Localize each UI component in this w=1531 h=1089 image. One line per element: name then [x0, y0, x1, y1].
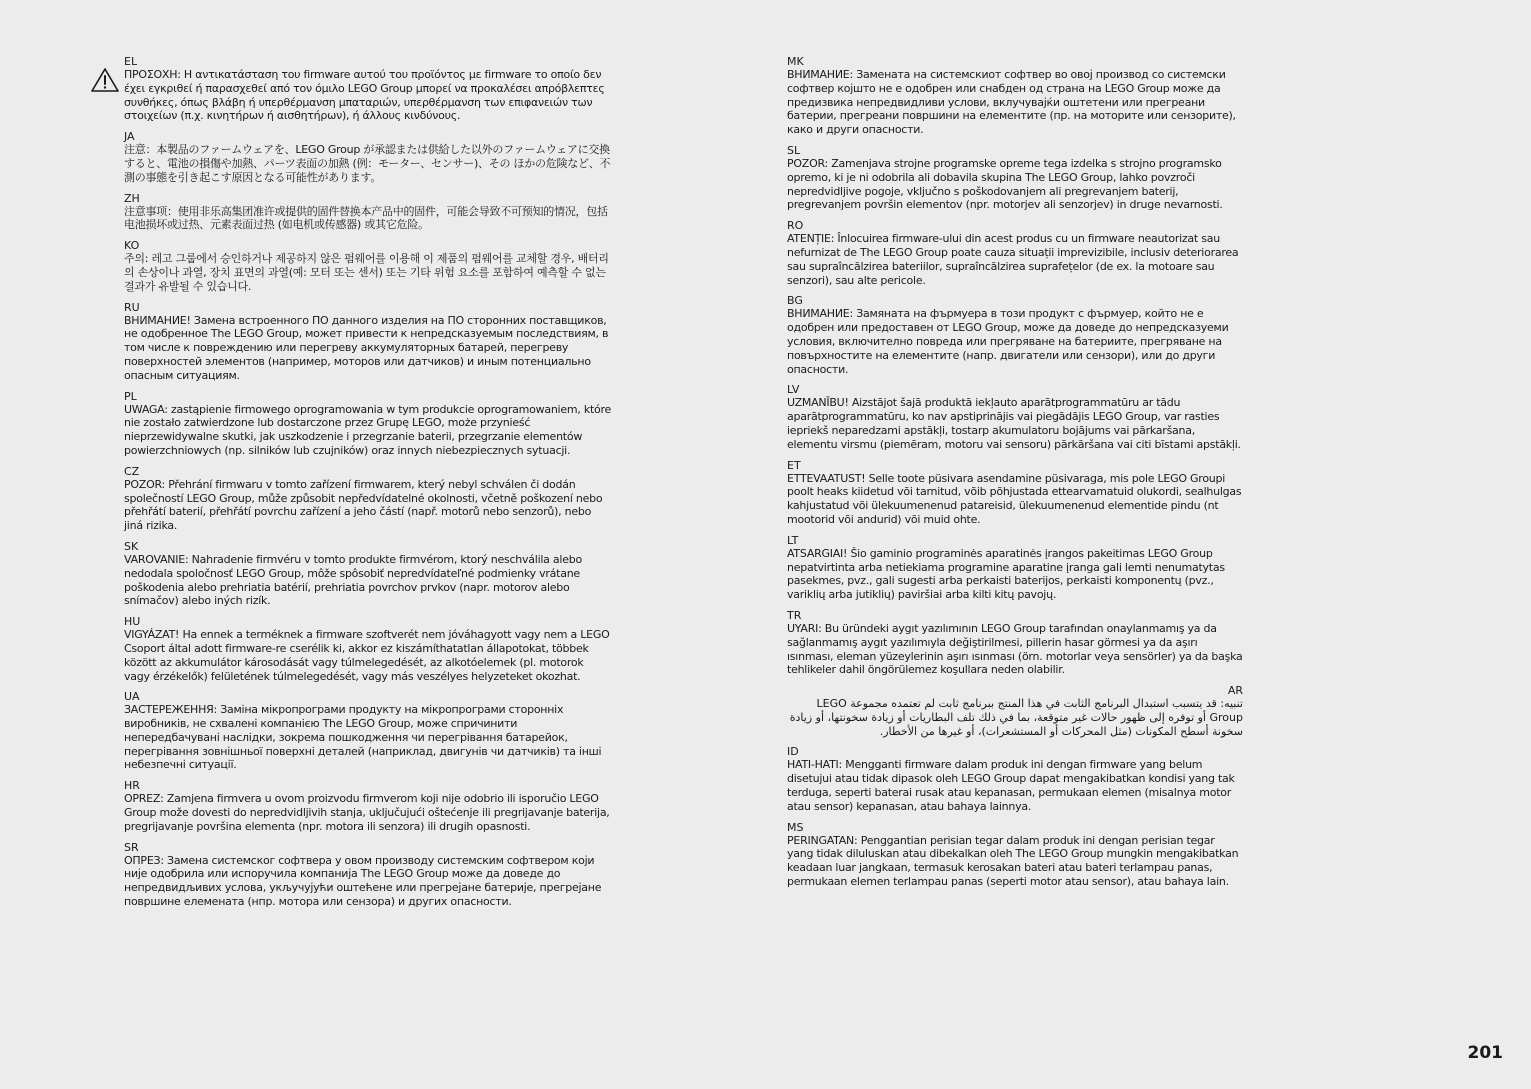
warning-entry-id [787, 745, 1243, 813]
language-code: ET [787, 458, 801, 472]
warning-text: ЗАСТЕРЕЖЕННЯ: Заміна мікропрограми продукту на мікропрограми сторонніх виробників, не схвалені компанією The LEGO Group, може спричинити непередбачувані наслідки, зокрема пошкодження чи перегрівання батарейок, перегрівання зовнішньої поверхні деталей (наприклад, двигунів чи датчиків) та інші небезпечні ситуації. [124, 703, 602, 772]
language-code: KO [124, 239, 140, 253]
warning-entry-sr [124, 841, 612, 909]
warning-text: VAROVANIE: Nahradenie firmvéru v tomto produkte firmvérom, ktorý neschválila alebo nedodala spoločnosť LEGO Group, môže spôsobiť nepredvídateľné podmienky vrátane poškodenia alebo prehriatia batérií, prehriatia povrchov prvkov (napr. motorov alebo snímačov) alebo iných rizík. [124, 552, 582, 608]
warning-text: ATENȚIE: Înlocuirea firmware-ului din acest produs cu un firmware neautorizat sau nefurnizat de The LEGO Group poate cauza situații imprevizibile, inclusiv deteriorarea sau supraîncălzirea bateriilor, supraîncălzirea suprafețelor (de ex. la motoare sau senzori), sau alte pericole. [787, 232, 1239, 287]
warning-text: ВНИМАНИЕ: Замената на системскиот софтвер во овој производ со системски софтвер којшто не е одобрен или снабден од страна на LEGO Group може да предизвика непредвидливи услови, вклучувајќи оштетени или прегреани батерии, прегреани површини на елементите (пр. на моторите или сензорите), како и други опасности. [787, 68, 1236, 137]
left-column [124, 55, 612, 916]
warning-entry-zh [124, 192, 612, 233]
language-code: BG [787, 294, 803, 308]
warning-entry-ru [124, 301, 612, 383]
page-number: 201 [1467, 1043, 1503, 1063]
language-code: RU [124, 300, 140, 314]
warning-entry-sl [787, 144, 1243, 212]
warning-text: ATSARGIAI! Šio gaminio programinės aparatinės įrangos pakeitimas LEGO Group nepatvirtinta arba netiekiama programine aparatine įranga gali lemti nenumatytas pasekmes, pvz., gali sugesti arba perkaisti baterijos, perkaisti komponentų (pvz., variklių arba jutiklių) paviršiai arba kilti kitų pavojų. [787, 546, 1225, 602]
warning-text: 注意事项：使用非乐高集团准许或提供的固件替换本产品中的固件，可能会导致不可预知的情况，包括电池损坏或过热、元素表面过热 (如电机或传感器) 或其它危险。 [124, 204, 608, 232]
language-code: RO [787, 219, 804, 233]
language-code: HU [124, 615, 141, 629]
warning-entry-lt [787, 534, 1243, 602]
warning-entry-mk [787, 55, 1243, 137]
language-code: SK [124, 539, 139, 553]
language-code: MS [787, 820, 804, 834]
warning-entry-hu [124, 615, 612, 683]
language-code: TR [787, 608, 802, 622]
language-code: SL [787, 143, 801, 157]
warning-entry-ar [787, 684, 1243, 738]
warning-entry-ro [787, 219, 1243, 287]
language-code: ID [787, 745, 799, 759]
warning-text: 주의: 레고 그룹에서 승인하거나 제공하지 않은 펌웨어를 이용해 이 제품의 펌웨어를 교체할 경우, 배터리의 손상이나 과열, 장치 표면의 과열(예: 모터 또는 센서) 또는 기타 위험 요소를 포함하여 예측할 수 없는 결과가 유발될 수 있습니다. [124, 252, 609, 293]
language-code: ZH [124, 191, 140, 205]
language-code: LV [787, 383, 800, 397]
language-code: LT [787, 533, 799, 547]
language-code: PL [124, 389, 137, 403]
language-code: AR [1227, 684, 1243, 698]
warning-text: ΠΡΟΣΟΧΗ: Η αντικατάσταση του firmware αυτού του προϊόντος με firmware το οποίο δεν έχει εγκριθεί ή παρασχεθεί από τον όμιλο LEGO Group μπορεί να προκαλέσει απρόβλεπτες συνθήκες, όπως βλάβη ή υπερθέρμανση μπαταριών, υπερθέρμανση των επιφανειών των στοιχείων (π.χ. κινητήρων ή αισθητήρων), ή άλλους κινδύνους. [124, 68, 605, 123]
warning-text: UZMANĪBU! Aizstājot šajā produktā iekļauto aparātprogrammatūru ar tādu aparātprogrammatūru, ko nav apstiprinājis vai piegādājis LEGO Group, var rasties iepriekš neparedzami apstākļi, tostarp akumulatoru bojājums vai pārkaršana, elementu virsmu (piemēram, motoru vai sensoru) pārkāršana vai citi bīstami apstākļi. [787, 396, 1241, 451]
warning-text: VIGYÁZAT! Ha ennek a terméknek a firmware szoftverét nem jóváhagyott vagy nem a LEGO Csoport által adott firmware-re cserélik ki, akkor ez kiszámíthatatlan állapotokat, többek között az akkumulátor károsodását vagy túlmelegedését, az alkotóelemek (pl. motorok vagy érzékelők) felületének túlmelegedését, vagy más veszélyes helyzeteket okozhat. [124, 628, 610, 683]
language-code: MK [787, 55, 804, 68]
warning-text: ВНИМАНИЕ: Замяната на фърмуера в този продукт с фърмуер, който не е одобрен или предоставен от LEGO Group, може да доведе до непредсказуеми условия, включително повреда или прегряване на батериите, прегряване на повърхностите на елементите (напр. двигатели или сензори), или до други опасности. [787, 307, 1229, 376]
warning-text: POZOR: Zamenjava strojne programske opreme tega izdelka s strojno programsko opremo, ki je ni odobrila ali dobavila skupina The LEGO Group, lahko povzroči nepredvidljive pogoje, vključno s poškodovanjem ali pregrevanjem baterij, pregrevanjem površin elementov (npr. motorjev ali senzorjev) in druge nevarnosti. [787, 156, 1223, 212]
language-code: EL [124, 55, 138, 68]
warning-text: HATI-HATI: Mengganti firmware dalam produk ini dengan firmware yang belum disetujui atau tidak dipasok oleh LEGO Group dapat mengakibatkan kondisi yang tak terduga, seperti baterai rusak atau kepanasan, permukaan elemen (misalnya motor atau sensor) kepanasan, atau bahaya lainnya. [787, 758, 1235, 813]
warning-entry-el [124, 55, 612, 123]
language-code: SR [124, 840, 139, 854]
warning-text: ОПРЕЗ: Замена системског софтвера у овом производу системским софтвером који није одобрила или испоручила компанија The LEGO Group може да доведе до непредвидљивих услова, укључујући оштећене или прегрејане батерије, прегрејане површине елемената (нпр. мотора или сензора) и других опасности. [124, 853, 602, 909]
warning-entry-cz [124, 465, 612, 533]
warning-entry-et [787, 459, 1243, 527]
language-code: JA [124, 130, 135, 144]
warning-text: تنبيه: قد يتسبب استبدال البرنامج الثابت في هذا المنتج ببرنامج ثابت لم تعتمده مجموعة LEGO Group أو توفره إلى ظهور حالات غير متوقعة، بما في ذلك تلف البطاريات أو زيادة سخونتها، أو زيادة سخونة أسطح المكونات (مثل المحركات أو المستشعرات)، أو غيرها من الأخطار. [789, 697, 1243, 738]
warning-entry-ms [787, 821, 1243, 889]
warning-entry-ko [124, 239, 612, 293]
warning-entry-sk [124, 540, 612, 608]
right-column [787, 55, 1243, 896]
warning-entry-ua [124, 690, 612, 772]
warning-entry-lv [787, 383, 1243, 451]
warning-text: UYARI: Bu üründeki aygıt yazılımının LEGO Group tarafından onaylanmamış ya da sağlanmamış aygıt yazılımıyla değiştirilmesi, pillerin hasar görmesi ya da aşırı ısınması, eleman yüzeylerinin aşırı ısınması (örn. motorlar veya sensörler) ya da başka tehlikeler dahil öngörülemez koşullara neden olabilir. [787, 621, 1243, 677]
warning-text: 注意：本製品のファームウェアを、LEGO Group が承認または供給した以外のファームウェアに交換すると、電池の損傷や加熱、パーツ表面の加熱 (例：モーター、センサー)、その ほかの危険など、不測の事態を引き起こす原因となる可能性があります。 [124, 143, 611, 184]
language-code: CZ [124, 464, 140, 478]
warning-entry-pl [124, 390, 612, 458]
language-code: UA [124, 690, 140, 704]
warning-text: OPREZ: Zamjena firmvera u ovom proizvodu firmverom koji nije odobrio ili isporučio LEGO Group može dovesti do nepredvidljivih stanja, uključujući oštećenje ili pregrijavanje baterija, pregrijavanje površina elementa (npr. motora ili senzora) ili drugih opasnosti. [124, 792, 610, 833]
warning-text: PERINGATAN: Penggantian perisian tegar dalam produk ini dengan perisian tegar yang tidak diluluskan atau dibekalkan oleh The LEGO Group mungkin mengakibatkan keadaan luar jangkaan, termasuk kerosakan bateri atau bateri terlampau panas, permukaan elemen terlampau panas (seperti motor atau sensor), atau bahaya lain. [787, 833, 1239, 889]
warning-entry-ja [124, 130, 612, 184]
language-code: HR [124, 779, 140, 793]
warning-text: UWAGA: zastąpienie firmowego oprogramowania w tym produkcie oprogramowaniem, które nie zostało zatwierdzone lub dostarczone przez Grupę LEGO, może przynieść nieprzewidywalne skutki, jak uszkodzenie i przegrzanie baterii, przegrzanie elementów powierzchniowych (np. silników lub czujników) oraz innych niebezpiecznych sytuacji. [124, 402, 612, 457]
warning-text: ВНИМАНИЕ! Замена встроенного ПО данного изделия на ПО сторонних поставщиков, не одобренное The LEGO Group, может привести к непредсказуемым последствиям, в том числе к повреждению или перегреву аккумуляторных батарей, перегреву поверхностей элементов (например, моторов или датчиков) и иным потенциально опасным ситуациям. [124, 313, 609, 382]
warning-triangle-icon [90, 67, 120, 93]
warning-text: ETTEVAATUST! Selle toote püsivara asendamine püsivaraga, mis pole LEGO Groupi poolt heaks kiidetud või tarnitud, võib põhjustada ettearvamatuid olukordi, sealhulgas kahjustatud või ülekuumenenud patareisid, ülekuumenenud elementide pindu (nt mootorid või andurid) või muid ohte. [787, 471, 1242, 526]
warning-entry-tr [787, 609, 1243, 677]
warning-text: POZOR: Přehrání firmwaru v tomto zařízení firmwarem, který nebyl schválen či dodán společností LEGO Group, může způsobit nepředvídatelné okolnosti, včetně poškození nebo přehřátí baterií, přehřátí povrchu zařízení a jeho částí (např. motorů nebo senzorů), nebo jiná rizika. [124, 477, 603, 533]
warning-entry-bg [787, 294, 1243, 376]
warning-entry-hr [124, 779, 612, 833]
